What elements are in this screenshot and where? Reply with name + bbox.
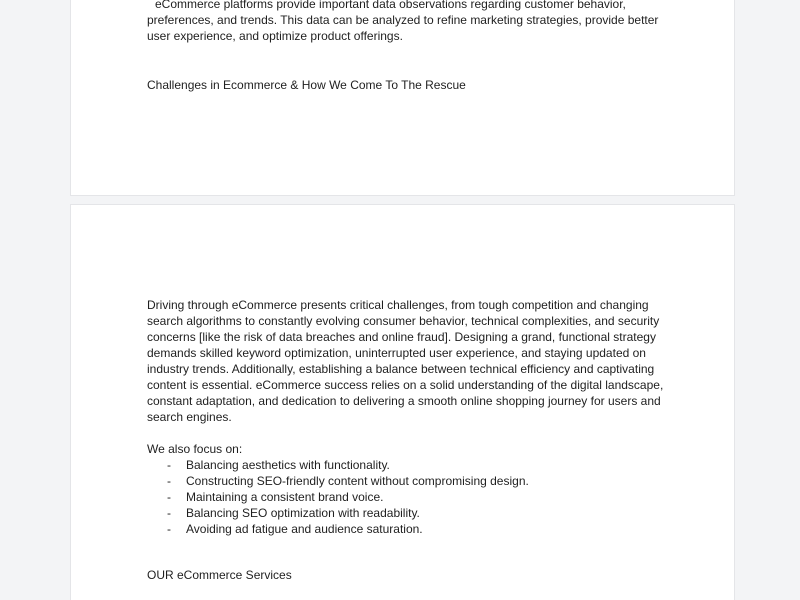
- paragraph-line: eCommerce platforms provide important data observations regarding customer behavior,: [155, 0, 626, 11]
- list-item: [147, 505, 667, 521]
- list-item: [147, 521, 667, 537]
- list-item: [147, 489, 667, 505]
- list-item: [147, 473, 667, 489]
- section-heading: OUR eCommerce Services: [147, 568, 292, 582]
- list-item-text: Constructing SEO-friendly content without compromising design.: [186, 474, 529, 488]
- focus-intro: We also focus on:: [147, 442, 243, 456]
- section-heading: Challenges in Ecommerce & How We Come To The Rescue: [147, 78, 466, 92]
- focus-list: [147, 457, 667, 537]
- list-item-text: Maintaining a consistent brand voice.: [186, 490, 384, 504]
- paragraph: [147, 0, 667, 44]
- list-item-text: Avoiding ad fatigue and audience saturation.: [186, 522, 423, 536]
- bullet-dash: -: [167, 522, 171, 536]
- paragraph-line: user experience, and optimize product offerings.: [147, 29, 403, 43]
- bullet-dash: -: [167, 506, 171, 520]
- list-item-text: Balancing SEO optimization with readability.: [186, 506, 420, 520]
- bullet-dash: -: [167, 490, 171, 504]
- bullet-dash: -: [167, 474, 171, 488]
- bullet-dash: -: [167, 458, 171, 472]
- document-page: [70, 0, 735, 196]
- list-item-text: Balancing aesthetics with functionality.: [186, 458, 390, 472]
- document-page: [70, 204, 735, 600]
- paragraph: Driving through eCommerce presents critical challenges, from tough competition and changing search algorithms to constantly evolving consumer behavior, technical complexities, and security concerns [like the risk of data breaches and online fraud]. Designing a grand, functional strategy demands skilled keyword optimization, uninterrupted user experience, and staying updated on industry trends. Additionally, establishing a balance between technical efficiency and captivating content is essential. eCommerce success relies on a solid understanding of the digital landscape, constant adaptation, and dedication to delivering a smooth online shopping journey for users and search engines.: [147, 298, 664, 424]
- paragraph-line: preferences, and trends. This data can be analyzed to refine marketing strategies, provide better: [147, 13, 659, 27]
- focus-section: [147, 441, 667, 537]
- list-item: [147, 457, 667, 473]
